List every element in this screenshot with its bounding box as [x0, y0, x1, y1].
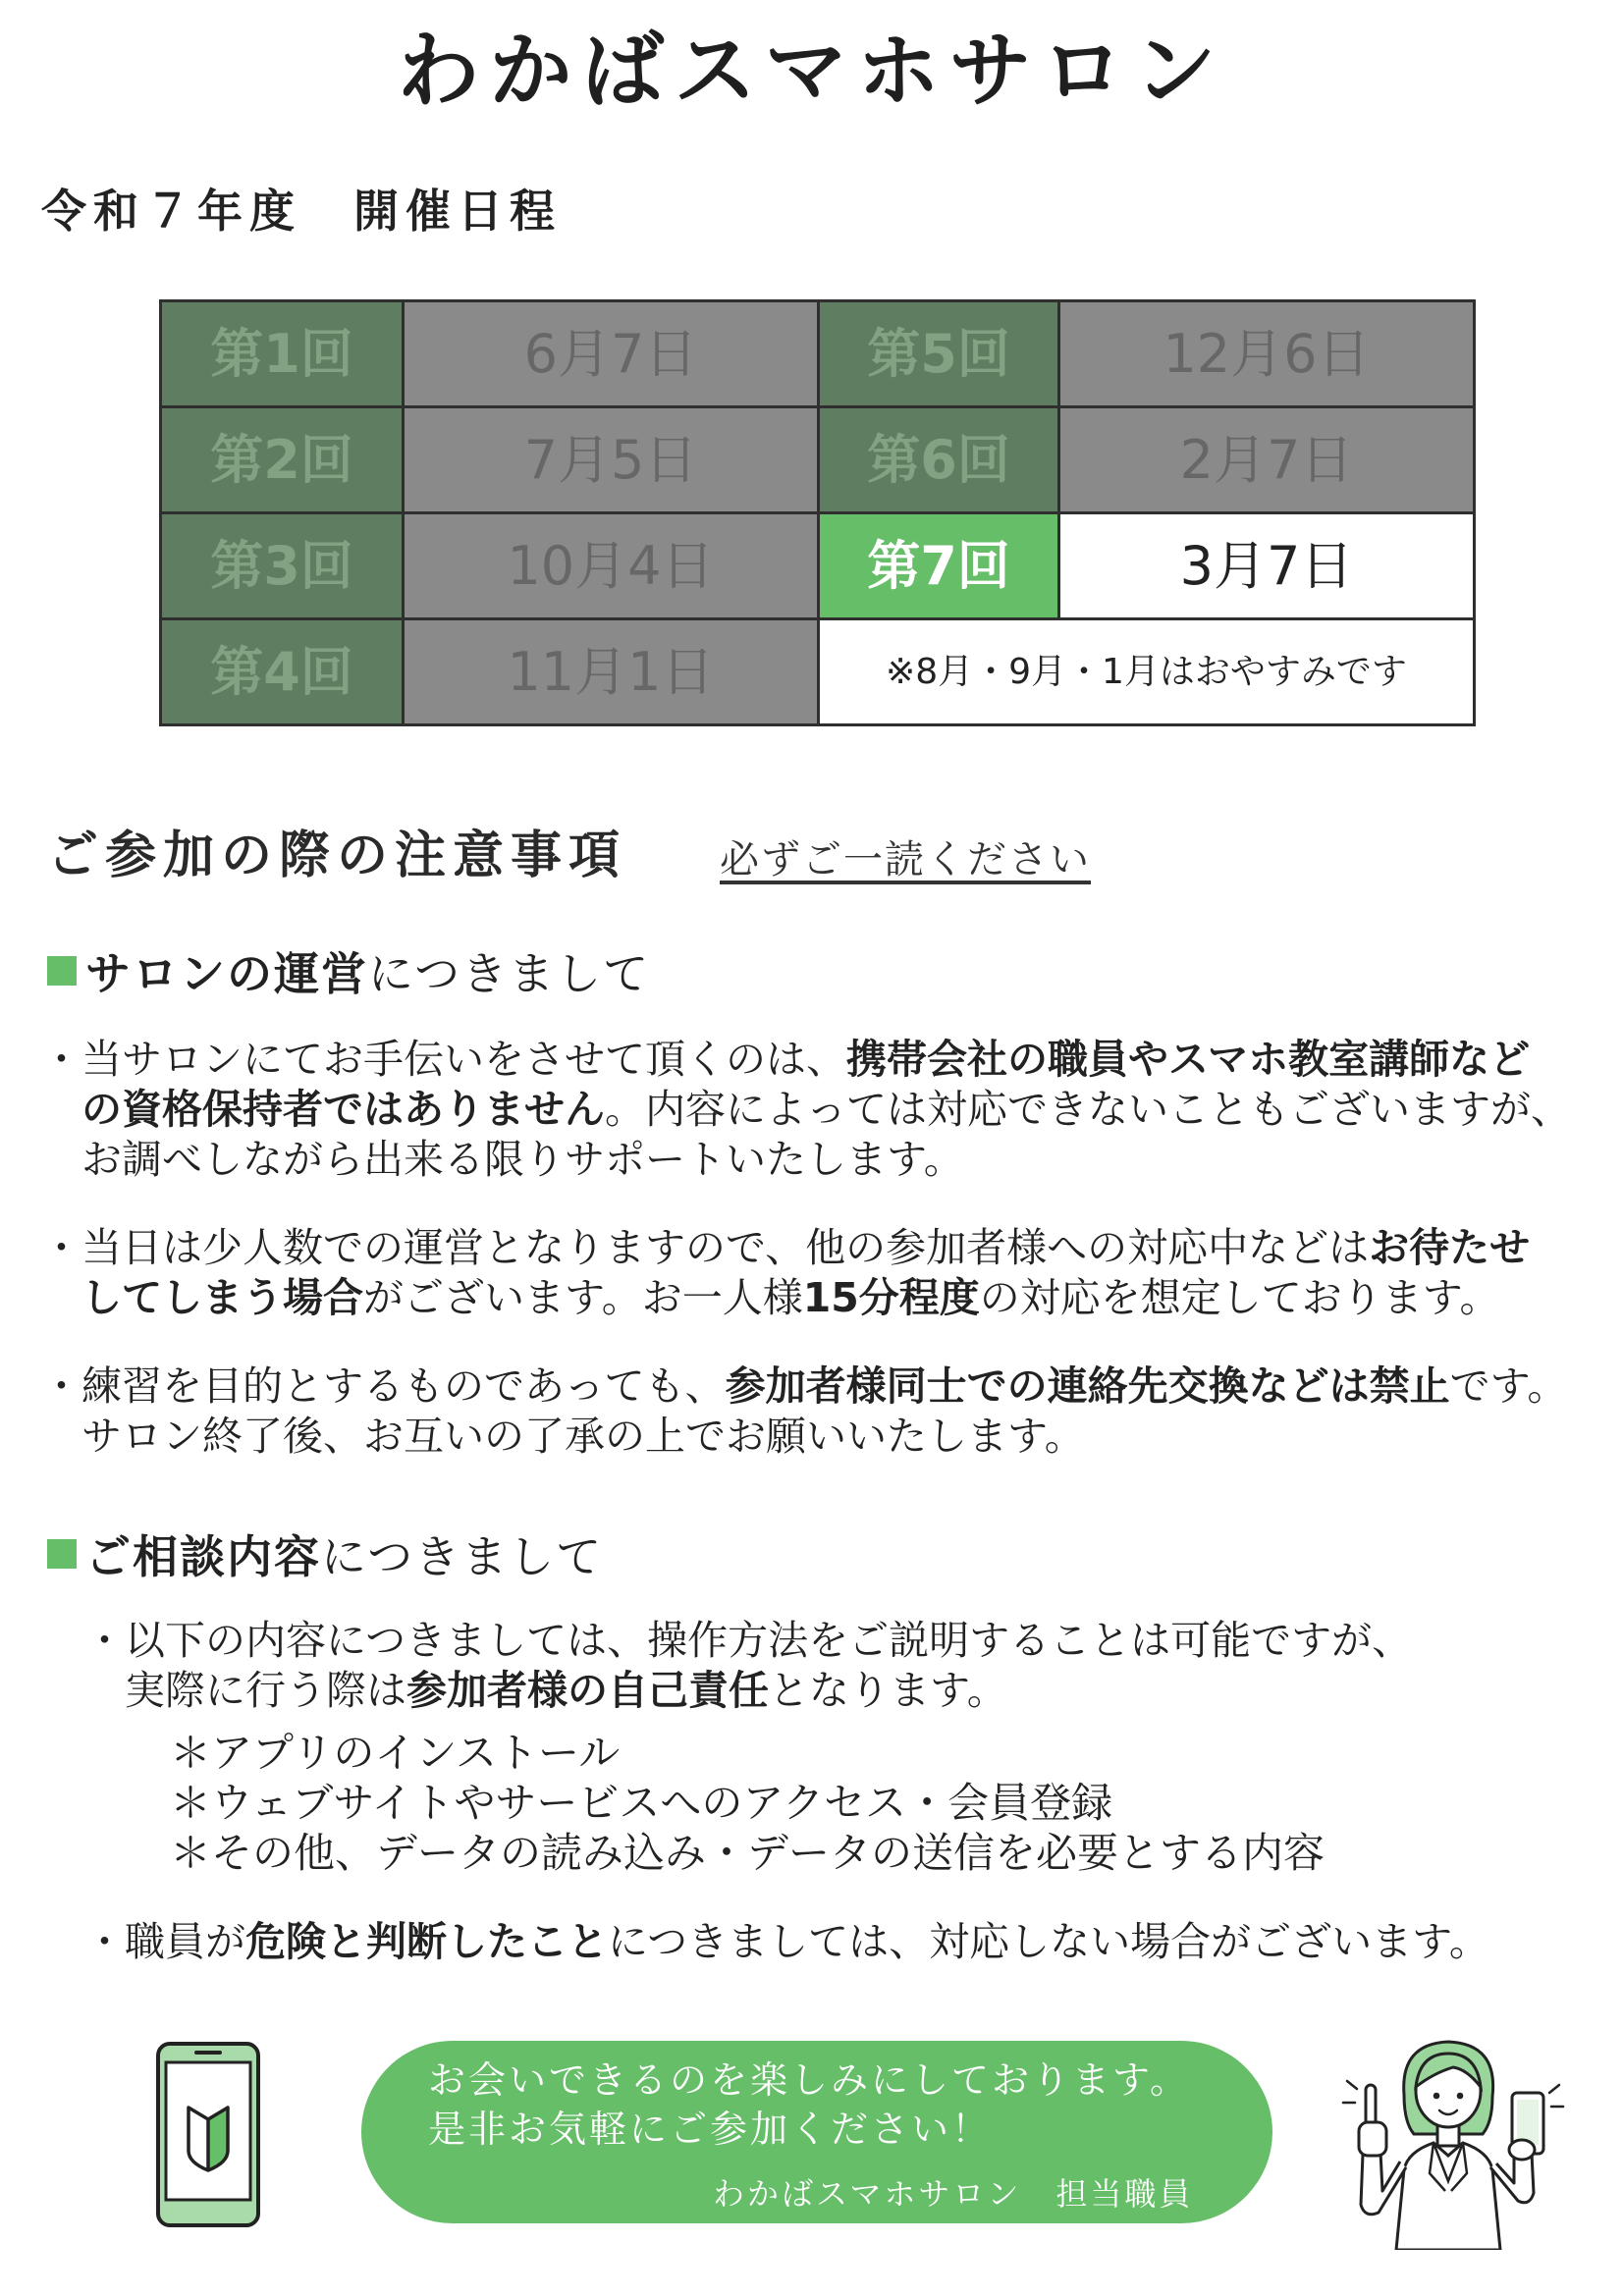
session-2-date: 7月5日: [405, 408, 817, 511]
read-note: 必ずご一読ください: [720, 837, 1091, 882]
staff-eye-left: [1434, 2093, 1440, 2100]
section-heading-rest: につきまして: [368, 947, 651, 1000]
notice-item-1: [41, 1035, 1571, 1185]
emphasis-segment: 危険と判断したこと: [245, 1918, 608, 1965]
text-segment: サロン終了後、お互いの了承の上でお願いいたします。: [81, 1413, 1085, 1460]
consultation-sub-list: [170, 1728, 1325, 1878]
section-heading-rest: につきまして: [321, 1530, 604, 1583]
notice-item-lines: [81, 1223, 1530, 1323]
sub-list-item: ＊その他、データの読み込み・データの送信を必要とする内容: [170, 1829, 1325, 1877]
staff-right-hand: [1509, 2140, 1535, 2160]
text-line: [81, 1362, 1567, 1412]
text-segment: 実際に行う際は: [125, 1667, 406, 1714]
smartphone-beginner-mark-icon: [155, 2041, 261, 2228]
text-line: [81, 1273, 1530, 1323]
notice-item-lines: [81, 1035, 1571, 1185]
schedule-table: [159, 299, 1476, 726]
notice-item-lines: [125, 1917, 1489, 1967]
schedule-heading: 令和７年度 開催日程: [41, 185, 562, 238]
session-6-date: 2月7日: [1060, 408, 1473, 511]
closing-message-bubble: [361, 2041, 1272, 2223]
bullet: ・: [41, 1036, 81, 1083]
bullet: ・: [84, 1617, 125, 1664]
closing-message-line-2: 是非お気軽にご参加ください！: [428, 2108, 993, 2151]
staff-eye-right: [1457, 2093, 1464, 2100]
session-2-label: 第2回: [162, 408, 402, 511]
emphasis-segment: 15分程度: [802, 1274, 980, 1321]
text-segment: 職員が: [125, 1918, 245, 1965]
text-line: [81, 1135, 1571, 1185]
flyer-title: わかばスマホサロン: [397, 23, 1226, 119]
consultation-item-1: [84, 1616, 1412, 1716]
green-square-marker: [47, 956, 77, 986]
section-heading-consultation: [47, 1524, 603, 1583]
text-line: [81, 1412, 1567, 1462]
session-1-date: 6月7日: [405, 302, 817, 405]
text-segment: につきましては、対応しない場合がございます。: [608, 1918, 1489, 1965]
consultation-item-2: [84, 1917, 1489, 1967]
notice-item-lines: [125, 1616, 1412, 1716]
session-4-label: 第4回: [162, 620, 402, 723]
notice-item-2: [41, 1223, 1530, 1323]
schedule-holiday-note: ※8月・9月・1月はおやすみです: [820, 620, 1473, 723]
emphasis-segment: 携帯会社の職員やスマホ教室講師など: [846, 1036, 1531, 1083]
emphasis-segment: 参加者様同士での連絡先交換などは禁止: [725, 1362, 1450, 1410]
text-segment: がございます。お一人様: [363, 1274, 803, 1321]
emphasis-segment: の資格保持者ではありません: [81, 1086, 605, 1133]
emphasis-segment: 参加者様の自己責任: [406, 1667, 769, 1714]
text-segment: 当日は少人数での運営となりますので、他の参加者様への対応中などは: [81, 1224, 1370, 1271]
session-1-label: 第1回: [162, 302, 402, 405]
notice-item-lines: [81, 1362, 1567, 1462]
session-4-date: 11月1日: [405, 620, 817, 723]
text-line: [81, 1085, 1571, 1135]
closing-message-line-1: お会いできるのを楽しみにしております。: [428, 2058, 1190, 2102]
text-line: [125, 1616, 1412, 1666]
session-7-date: 3月7日: [1060, 514, 1473, 617]
text-line: [125, 1917, 1489, 1967]
session-5-date: 12月6日: [1060, 302, 1473, 405]
green-square-marker: [47, 1539, 77, 1569]
section-heading-operation: [47, 941, 650, 1000]
text-line: [125, 1666, 1412, 1716]
notice-item-3: [41, 1362, 1567, 1462]
closing-signature: わかばスマホサロン 担当職員: [713, 2175, 1194, 2213]
sub-list-item: ＊ウェブサイトやサービスへのアクセス・会員登録: [170, 1779, 1113, 1827]
emphasis-segment: してしまう場合: [81, 1274, 363, 1321]
notice-heading: ご参加の際の注意事項: [47, 827, 627, 885]
session-7-label: 第7回: [820, 514, 1057, 617]
text-line: [81, 1223, 1530, 1273]
session-3-label: 第3回: [162, 514, 402, 617]
text-segment: です。: [1449, 1362, 1568, 1410]
text-segment: 当サロンにてお手伝いをさせて頂くのは、: [81, 1036, 846, 1083]
text-segment: 練習を目的とするものであっても、: [81, 1362, 726, 1410]
bullet: ・: [84, 1918, 125, 1965]
text-segment: お調べしながら出来る限りサポートいたします。: [81, 1136, 964, 1183]
text-segment: となります。: [769, 1667, 1007, 1714]
staff-with-phone-illustration: [1335, 2024, 1571, 2250]
staff-held-phone-screen: [1517, 2100, 1539, 2145]
bullet: ・: [41, 1224, 81, 1271]
staff-coat: [1396, 2143, 1500, 2250]
bullet: ・: [41, 1362, 81, 1410]
session-5-label: 第5回: [820, 302, 1057, 405]
text-segment: の対応を想定しております。: [979, 1274, 1500, 1321]
staff-left-hand: [1359, 2122, 1386, 2156]
section-heading-bold: ご相談内容: [85, 1530, 321, 1583]
session-3-date: 10月4日: [405, 514, 817, 617]
text-segment: 。内容によっては対応できないこともございますが、: [605, 1086, 1571, 1133]
sub-list-item: ＊アプリのインストール: [170, 1729, 621, 1777]
text-line: [81, 1035, 1571, 1085]
text-segment: 以下の内容につきましては、操作方法をご説明することは可能ですが、: [125, 1617, 1413, 1664]
sparkle-lines-right: [1549, 2085, 1563, 2107]
sparkle-lines-left: [1343, 2081, 1357, 2103]
session-6-label: 第6回: [820, 408, 1057, 511]
emphasis-segment: お待たせ: [1369, 1224, 1531, 1271]
section-heading-bold: サロンの運営: [85, 947, 368, 1000]
